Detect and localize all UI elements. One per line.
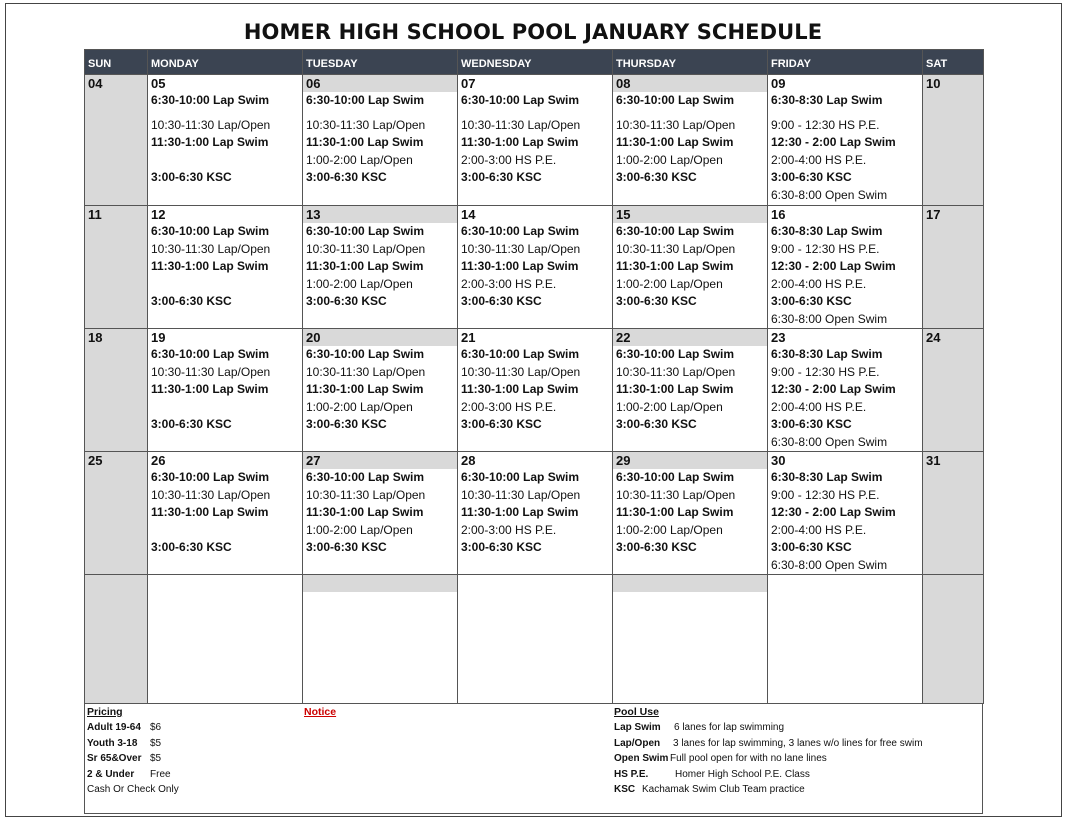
day-number: 19 [151, 330, 166, 345]
event-entry: 3:00-6:30 KSC [616, 540, 697, 554]
event-entry: 6:30-8:30 Lap Swim [771, 347, 883, 361]
event-entry: 3:00-6:30 KSC [771, 170, 852, 184]
empty-cell [923, 575, 984, 704]
pricing-note: Cash Or Check Only [87, 784, 179, 796]
event-entry: 11:30-1:00 Lap Swim [306, 135, 424, 149]
event-entry: 1:00-2:00 Lap/Open [616, 522, 723, 537]
day-cell [458, 206, 613, 329]
day-cell [613, 75, 768, 206]
event-entry: 9:00 - 12:30 HS P.E. [771, 241, 880, 256]
day-cell [613, 206, 768, 329]
day-number: 22 [613, 329, 767, 346]
sunday-cell [85, 75, 148, 206]
pool-use-label: Lap/Open [614, 737, 661, 749]
pool-use-row [614, 720, 923, 736]
week-row [85, 75, 984, 206]
event-entry: 6:30-10:00 Lap Swim [151, 224, 270, 238]
event-entry: 1:00-2:00 Lap/Open [306, 522, 413, 537]
event-entry: 11:30-1:00 Lap Swim [616, 382, 734, 396]
empty-day-bar [613, 575, 767, 592]
event-entry: 6:30-8:30 Lap Swim [771, 93, 883, 107]
event-entry: 11:30-1:00 Lap Swim [461, 135, 579, 149]
event-entry: 6:30-10:00 Lap Swim [306, 347, 425, 361]
empty-day-bar [303, 575, 457, 592]
day-number: 16 [771, 207, 786, 222]
pricing-section [87, 705, 179, 798]
day-cell [613, 452, 768, 575]
day-number: 17 [926, 207, 941, 222]
event-entry: 1:00-2:00 Lap/Open [616, 399, 723, 414]
pool-use-value: Homer High School P.E. Class [675, 768, 810, 780]
event-entry: 11:30-1:00 Lap Swim [306, 505, 424, 519]
pricing-label: 2 & Under [87, 768, 135, 780]
day-number: 28 [461, 453, 476, 468]
day-number: 12 [151, 207, 166, 222]
event-entry: 10:30-11:30 Lap/Open [616, 241, 736, 256]
pricing-label: Adult 19-64 [87, 722, 141, 733]
event-entry: 10:30-11:30 Lap/Open [616, 364, 736, 379]
sunday-cell [85, 329, 148, 452]
day-number: 26 [151, 453, 166, 468]
event-entry: 1:00-2:00 Lap/Open [616, 276, 723, 291]
event-spacer [148, 399, 302, 417]
notice-heading: Notice [304, 706, 337, 718]
day-number: 06 [303, 75, 457, 92]
header-tuesday: TUESDAY [303, 50, 458, 75]
event-entry: 6:30-10:00 Lap Swim [151, 347, 270, 361]
event-entry: 2:00-3:00 HS P.E. [461, 522, 557, 537]
day-cell [148, 206, 303, 329]
day-cell [768, 75, 923, 206]
event-entry: 3:00-6:30 KSC [151, 540, 232, 554]
day-cell [148, 329, 303, 452]
event-entry: 10:30-11:30 Lap/Open [461, 364, 581, 379]
pool-use-row [614, 751, 923, 767]
event-entry: 6:30-10:00 Lap Swim [616, 347, 735, 361]
day-cell [458, 329, 613, 452]
event-entry: 10:30-11:30 Lap/Open [306, 364, 426, 379]
event-entry: 6:30-10:00 Lap Swim [461, 347, 580, 361]
event-entry: 3:00-6:30 KSC [306, 540, 387, 554]
event-entry: 6:30-10:00 Lap Swim [306, 470, 425, 484]
event-entry: 12:30 - 2:00 Lap Swim [771, 135, 896, 149]
header-sat: SAT [923, 50, 984, 75]
legend-footer [84, 704, 983, 814]
event-entry: 10:30-11:30 Lap/Open [616, 117, 736, 132]
header-thursday: THURSDAY [613, 50, 768, 75]
day-number: 15 [613, 206, 767, 223]
day-cell [768, 452, 923, 575]
event-entry: 6:30-10:00 Lap Swim [461, 93, 580, 107]
event-entry: 3:00-6:30 KSC [616, 170, 697, 184]
pricing-row [87, 751, 179, 767]
event-entry: 11:30-1:00 Lap Swim [461, 259, 579, 273]
event-entry: 3:00-6:30 KSC [306, 294, 387, 308]
pricing-value: $6 [150, 722, 162, 733]
event-entry: 6:30-10:00 Lap Swim [461, 224, 580, 238]
event-entry: 10:30-11:30 Lap/Open [616, 487, 736, 502]
saturday-cell [923, 329, 984, 452]
event-entry: 6:30-10:00 Lap Swim [461, 470, 580, 484]
day-cell [303, 206, 458, 329]
event-entry: 11:30-1:00 Lap Swim [616, 505, 734, 519]
week-row [85, 206, 984, 329]
pricing-heading: Pricing [87, 706, 123, 718]
event-entry: 1:00-2:00 Lap/Open [616, 152, 723, 167]
event-entry: 3:00-6:30 KSC [306, 417, 387, 431]
event-entry: 6:30-8:00 Open Swim [771, 311, 888, 326]
day-cell [458, 75, 613, 206]
event-entry: 2:00-3:00 HS P.E. [461, 399, 557, 414]
day-number: 24 [926, 330, 941, 345]
event-entry: 3:00-6:30 KSC [461, 540, 542, 554]
event-entry: 3:00-6:30 KSC [461, 294, 542, 308]
page-title: HOMER HIGH SCHOOL POOL JANUARY SCHEDULE [243, 20, 823, 44]
event-entry: 9:00 - 12:30 HS P.E. [771, 487, 880, 502]
event-entry: 11:30-1:00 Lap Swim [461, 505, 579, 519]
event-entry: 11:30-1:00 Lap Swim [151, 259, 269, 273]
day-cell [458, 452, 613, 575]
day-number: 10 [926, 76, 941, 91]
event-entry: 10:30-11:30 Lap/Open [151, 487, 271, 502]
event-entry: 3:00-6:30 KSC [616, 294, 697, 308]
event-entry: 2:00-4:00 HS P.E. [771, 276, 867, 291]
pool-use-heading: Pool Use [614, 706, 659, 718]
header-friday: FRIDAY [768, 50, 923, 75]
event-entry: 3:00-6:30 KSC [461, 417, 542, 431]
week-row [85, 452, 984, 575]
day-number: 13 [303, 206, 457, 223]
event-entry: 3:00-6:30 KSC [616, 417, 697, 431]
event-entry: 3:00-6:30 KSC [771, 540, 852, 554]
day-cell [768, 329, 923, 452]
pricing-value: $5 [150, 737, 162, 749]
pricing-value: Free [150, 768, 171, 780]
header-wednesday: WEDNESDAY [458, 50, 613, 75]
empty-cell [768, 575, 923, 704]
day-cell [613, 329, 768, 452]
sunday-cell [85, 206, 148, 329]
day-number: 25 [88, 453, 103, 468]
pool-use-row [614, 736, 923, 752]
day-number: 07 [461, 76, 476, 91]
event-spacer [148, 152, 302, 170]
event-entry: 10:30-11:30 Lap/Open [306, 117, 426, 132]
empty-cell [85, 575, 148, 704]
event-entry: 3:00-6:30 KSC [151, 417, 232, 431]
event-entry: 1:00-2:00 Lap/Open [306, 399, 413, 414]
pricing-label: Sr 65&Over [87, 753, 142, 765]
pool-use-label: Lap Swim [614, 722, 661, 733]
day-number: 23 [771, 330, 786, 345]
day-cell [303, 452, 458, 575]
saturday-cell [923, 75, 984, 206]
event-entry: 1:00-2:00 Lap/Open [306, 276, 413, 291]
pool-use-label: KSC [614, 784, 636, 796]
day-number: 08 [613, 75, 767, 92]
event-entry: 2:00-4:00 HS P.E. [771, 152, 867, 167]
pricing-row [87, 736, 179, 752]
event-entry: 11:30-1:00 Lap Swim [461, 382, 579, 396]
event-entry: 6:30-10:00 Lap Swim [151, 470, 270, 484]
day-cell [303, 329, 458, 452]
day-number: 20 [303, 329, 457, 346]
event-entry: 2:00-3:00 HS P.E. [461, 276, 557, 291]
event-entry: 6:30-10:00 Lap Swim [616, 93, 735, 107]
event-entry: 10:30-11:30 Lap/Open [151, 241, 271, 256]
event-entry: 6:30-8:00 Open Swim [771, 557, 888, 572]
event-entry: 6:30-10:00 Lap Swim [616, 224, 735, 238]
pool-use-label: HS P.E. [614, 768, 649, 780]
calendar-table [84, 49, 984, 704]
event-entry: 3:00-6:30 KSC [151, 170, 232, 184]
sunday-cell [85, 452, 148, 575]
notice-section [304, 705, 336, 720]
day-number: 09 [771, 76, 786, 91]
pool-use-section [614, 705, 923, 798]
event-entry: 6:30-10:00 Lap Swim [306, 224, 425, 238]
event-entry: 10:30-11:30 Lap/Open [461, 487, 581, 502]
event-entry: 12:30 - 2:00 Lap Swim [771, 259, 896, 273]
event-entry: 10:30-11:30 Lap/Open [151, 117, 271, 132]
empty-cell [148, 575, 303, 704]
saturday-cell [923, 206, 984, 329]
event-entry: 6:30-8:30 Lap Swim [771, 470, 883, 484]
event-spacer [148, 522, 302, 540]
event-entry: 11:30-1:00 Lap Swim [616, 135, 734, 149]
day-number: 04 [88, 76, 103, 91]
event-entry: 10:30-11:30 Lap/Open [151, 364, 271, 379]
event-entry: 6:30-10:00 Lap Swim [306, 93, 425, 107]
event-entry: 12:30 - 2:00 Lap Swim [771, 382, 896, 396]
day-number: 21 [461, 330, 476, 345]
event-entry: 11:30-1:00 Lap Swim [306, 382, 424, 396]
event-entry: 3:00-6:30 KSC [771, 294, 852, 308]
event-entry: 3:00-6:30 KSC [151, 294, 232, 308]
empty-cell [613, 575, 768, 704]
pricing-label: Youth 3-18 [87, 737, 138, 749]
event-entry: 6:30-10:00 Lap Swim [151, 93, 270, 107]
event-entry: 6:30-10:00 Lap Swim [616, 470, 735, 484]
event-entry: 11:30-1:00 Lap Swim [306, 259, 424, 273]
saturday-cell [923, 452, 984, 575]
pool-use-label: Open Swim [614, 753, 669, 765]
day-cell [768, 206, 923, 329]
event-entry: 11:30-1:00 Lap Swim [151, 505, 269, 519]
header-sun: SUN [85, 50, 148, 75]
day-number: 27 [303, 452, 457, 469]
day-number: 11 [88, 207, 102, 222]
pool-use-value: 3 lanes for lap swimming, 3 lanes w/o lines for free swim [673, 737, 923, 749]
event-entry: 3:00-6:30 KSC [771, 417, 852, 431]
pool-use-row [614, 782, 923, 798]
event-entry: 6:30-8:00 Open Swim [771, 434, 888, 449]
empty-cell [303, 575, 458, 704]
pool-use-row [614, 767, 923, 783]
event-entry: 10:30-11:30 Lap/Open [461, 241, 581, 256]
pricing-row [87, 767, 179, 783]
pool-use-value: Full pool open for with no lane lines [670, 753, 827, 765]
event-entry: 11:30-1:00 Lap Swim [151, 382, 269, 396]
event-entry: 2:00-4:00 HS P.E. [771, 399, 867, 414]
event-entry: 2:00-3:00 HS P.E. [461, 152, 557, 167]
day-number: 18 [88, 330, 103, 345]
day-number: 31 [926, 453, 941, 468]
pool-use-value: Kachamak Swim Club Team practice [642, 784, 805, 796]
event-entry: 6:30-8:00 Open Swim [771, 187, 888, 202]
empty-cell [458, 575, 613, 704]
empty-week-row [85, 575, 984, 704]
day-number: 29 [613, 452, 767, 469]
event-entry: 1:00-2:00 Lap/Open [306, 152, 413, 167]
day-number: 14 [461, 207, 476, 222]
pool-use-value: 6 lanes for lap swimming [674, 722, 785, 733]
day-number: 30 [771, 453, 786, 468]
event-entry: 3:00-6:30 KSC [461, 170, 542, 184]
event-entry: 9:00 - 12:30 HS P.E. [771, 117, 880, 132]
event-spacer [148, 276, 302, 294]
event-entry: 11:30-1:00 Lap Swim [616, 259, 734, 273]
week-row [85, 329, 984, 452]
event-entry: 10:30-11:30 Lap/Open [461, 117, 581, 132]
event-entry: 11:30-1:00 Lap Swim [151, 135, 269, 149]
event-entry: 10:30-11:30 Lap/Open [306, 487, 426, 502]
day-number: 05 [151, 76, 166, 91]
header-row [85, 50, 984, 75]
event-entry: 2:00-4:00 HS P.E. [771, 522, 867, 537]
event-entry: 9:00 - 12:30 HS P.E. [771, 364, 880, 379]
event-entry: 10:30-11:30 Lap/Open [306, 241, 426, 256]
day-cell [303, 75, 458, 206]
pricing-row [87, 720, 179, 736]
header-monday: MONDAY [148, 50, 303, 75]
day-cell [148, 452, 303, 575]
day-cell [148, 75, 303, 206]
pricing-value: $5 [150, 753, 162, 765]
event-entry: 12:30 - 2:00 Lap Swim [771, 505, 896, 519]
event-entry: 6:30-8:30 Lap Swim [771, 224, 883, 238]
event-entry: 3:00-6:30 KSC [306, 170, 387, 184]
